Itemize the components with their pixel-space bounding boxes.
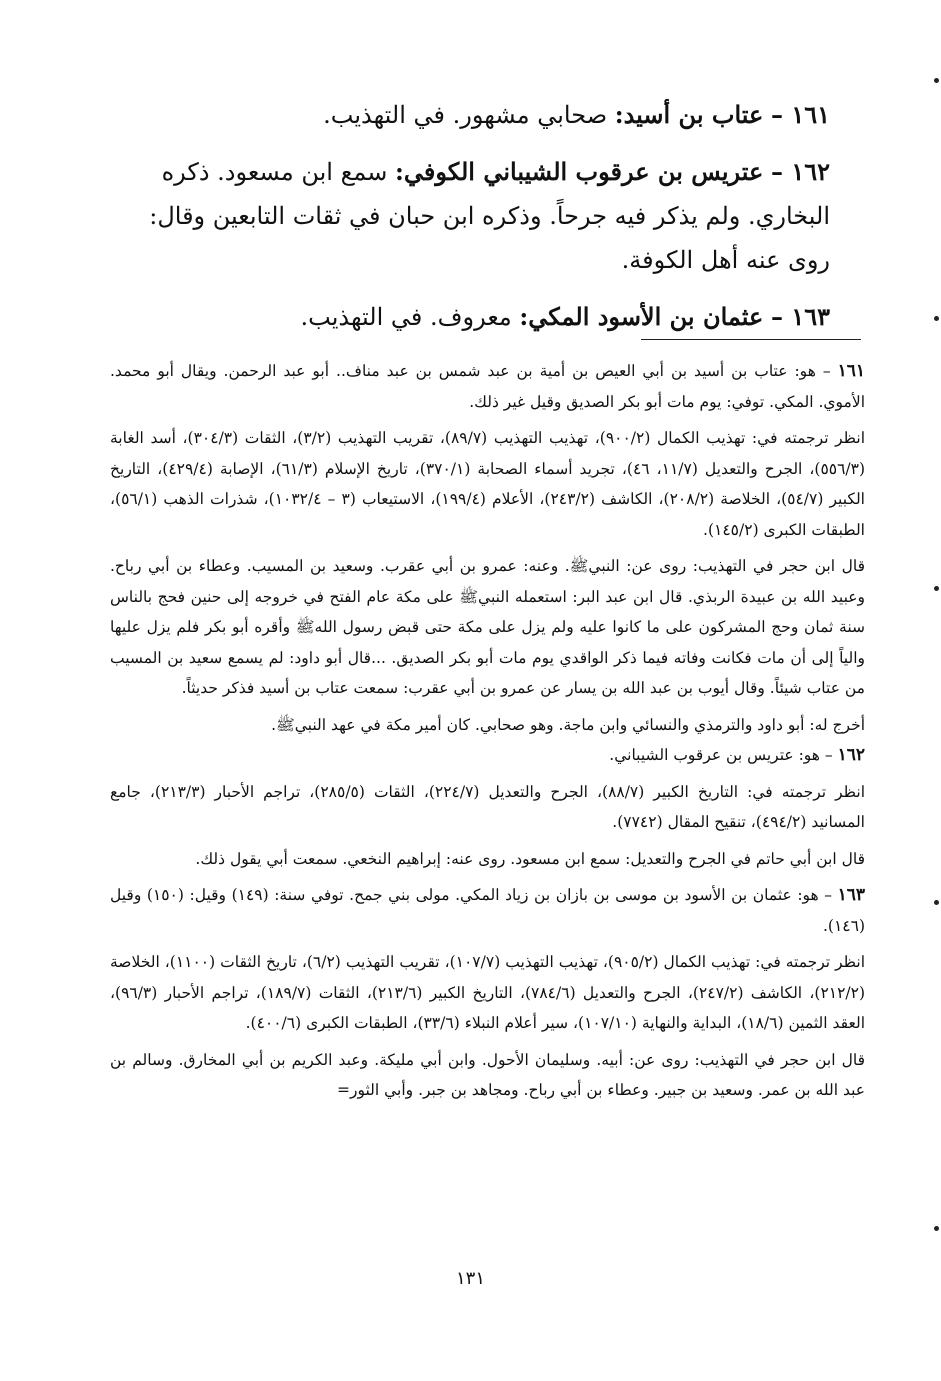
footnote-161-intro bbox=[110, 356, 865, 417]
footnote-number: ١٦٢ bbox=[837, 745, 865, 765]
footnote-163-quote: قال ابن حجر في التهذيب: روى عن: أبيه. وسليمان الأحول. وابن أبي مليكة. وعبد الكريم بن أبي المخارق. وسالم بن عبد الله بن عمر. وسعيد بن جبير. وعطاء بن أبي رباح. ومجاهد بن جبر. وأبي الثور= bbox=[110, 1050, 865, 1099]
scan-speck bbox=[934, 316, 939, 321]
scan-speck bbox=[934, 1226, 939, 1231]
entry-name: عتريس بن عرقوب الشيباني الكوفي: bbox=[395, 157, 764, 186]
entry-text: سمع ابن مسعود. ذكره البخاري. ولم يذكر فيه جرحاً. وذكره ابن حبان في ثقات التابعين وقال: روى عنه أهل الكوفة. bbox=[149, 158, 830, 274]
footnote-162-intro bbox=[110, 740, 865, 771]
footnotes bbox=[110, 356, 865, 1112]
scan-speck bbox=[934, 900, 939, 905]
entry-number: ١٦٢ – bbox=[770, 157, 830, 186]
entry-text: معروف. في التهذيب. bbox=[300, 303, 512, 331]
footnote-162-refs: انظر ترجمته في: التاريخ الكبير (٨٨/٧)، الجرح والتعديل (٢٢٤/٧)، الثقات (٢٨٥/٥)، تراجم الأحبار (٢١٣/٣)، جامع المسانيد (٤٩٤/٢)، تنقيح المقال (٧٧٤٢). bbox=[110, 782, 866, 831]
footnote-161-refs: انظر ترجمته في: تهذيب الكمال (٩٠٠/٢)، تهذيب التهذيب (٨٩/٧)، تقريب التهذيب (٣/٢)، الثقات (٣٠٤/٣)، أسد الغابة (٥٥٦/٣)، الجرح والتعديل (١١/٧، ٤٦)، تجريد أسماء الصحابة (٣٧٠/١)، تاريخ الإسلام (٦١/٣)، الإصابة (٤٢٩/٤)، التاريخ الكبير (٥٤/٧)، الخلاصة (٢٠٨/٢)، الكاشف (٢٤٣/٢)، الأعلام (١٩٩/٤)، الاستيعاب (٣ – ١٠٣٢/٤)، شذرات الذهب (٥٦/١)، الطبقات الكبرى (١٤٥/٢). bbox=[110, 429, 866, 539]
footnote-text: – هو: عتريس بن عرقوب الشيباني. bbox=[609, 746, 833, 764]
entry-162 bbox=[110, 150, 830, 282]
footnote-text: – هو: عتاب بن أسيد بن أبي العيص بن أمية بن عبد شمس بن عبد مناف.. أبو عبد الرحمن. ويقال أبو محمد. الأموي. المكي. توفي: يوم مات أبو بكر الصديق وقيل غير ذلك. bbox=[110, 362, 865, 411]
entry-name: عتاب بن أسيد: bbox=[614, 100, 764, 129]
footnote-163-refs: انظر ترجمته في: تهذيب الكمال (٩٠٥/٢)، تهذيب التهذيب (١٠٧/٧)، تقريب التهذيب (٦/٢)، تاريخ الثقات (١١٠٠)، الخلاصة (٢١٢/٢)، الكاشف (٢٤٧/٢)، الجرح والتعديل (٧٨٤/٦)، التاريخ الكبير (٢١٣/٦)، الثقات (١٨٩/٧)، تراجم الأحبار (٩٦/٣)، العقد الثمين (١٨/٦)، البداية والنهاية (١٠٧/١٠)، سير أعلام النبلاء (٣٣/٦)، الطبقات الكبرى (٤٠٠/٦). bbox=[110, 953, 866, 1032]
scan-speck bbox=[934, 586, 939, 591]
entry-text: صحابي مشهور. في التهذيب. bbox=[323, 101, 608, 129]
footnote-162-quote: قال ابن أبي حاتم في الجرح والتعديل: سمع ابن مسعود. روى عنه: إبراهيم النخعي. سمعت أبي يقول ذلك. bbox=[195, 849, 865, 868]
entry-number: ١٦٣ – bbox=[770, 302, 830, 331]
footnote-number: ١٦١ bbox=[837, 361, 865, 381]
footnote-text: – هو: عثمان بن الأسود بن موسى بن بازان بن زياد المكي. مولى بني جمح. توفي سنة: (١٤٩) وقيل: (١٥٠) وقيل (١٤٦). bbox=[110, 886, 865, 935]
entry-name: عثمان بن الأسود المكي: bbox=[519, 302, 764, 331]
footnote-163-intro bbox=[110, 880, 865, 941]
footnote-separator bbox=[641, 339, 861, 340]
footnote-161-quote: قال ابن حجر في التهذيب: روى عن: النبيﷺ. وعنه: عمرو بن أبي عقرب. وسعيد بن المسيب. وعطاء بن أبي رباح. وعبيد الله بن عبيدة الربذي. قال ابن عبد البر: استعمله النبيﷺ على مكة عام الفتح في خروجه إلى حنين فحج بالناس سنة ثمان وحج المشركون على ما كانوا عليه ولم يزل على مكة حتى قبض رسول اللهﷺ وأقره أبو بكر فلم يزل عليها والياً إلى أن مات فكانت وفاته فيما ذكر الواقدي يوم مات أبو بكر الصديق. ...قال أبو داود: لم يسمع سعيد بن المسيب من عتاب شيئاً. وقال أيوب بن عبد الله بن يسار عن عمرو بن أبي عقرب: سمعت عتاب بن أسيد فذكر حديثاً. bbox=[110, 557, 865, 697]
scan-speck bbox=[934, 78, 939, 83]
main-text bbox=[110, 92, 830, 352]
footnote-161-takhrij: أخرج له: أبو داود والترمذي والنسائي وابن ماجة. وهو صحابي. كان أمير مكة في عهد النبيﷺ. bbox=[271, 715, 865, 734]
footnote-number: ١٦٣ bbox=[837, 885, 865, 905]
entry-161 bbox=[110, 92, 830, 138]
entry-number: ١٦١ – bbox=[770, 100, 830, 129]
entry-163 bbox=[110, 294, 830, 340]
page-number: ١٣١ bbox=[455, 1268, 485, 1289]
